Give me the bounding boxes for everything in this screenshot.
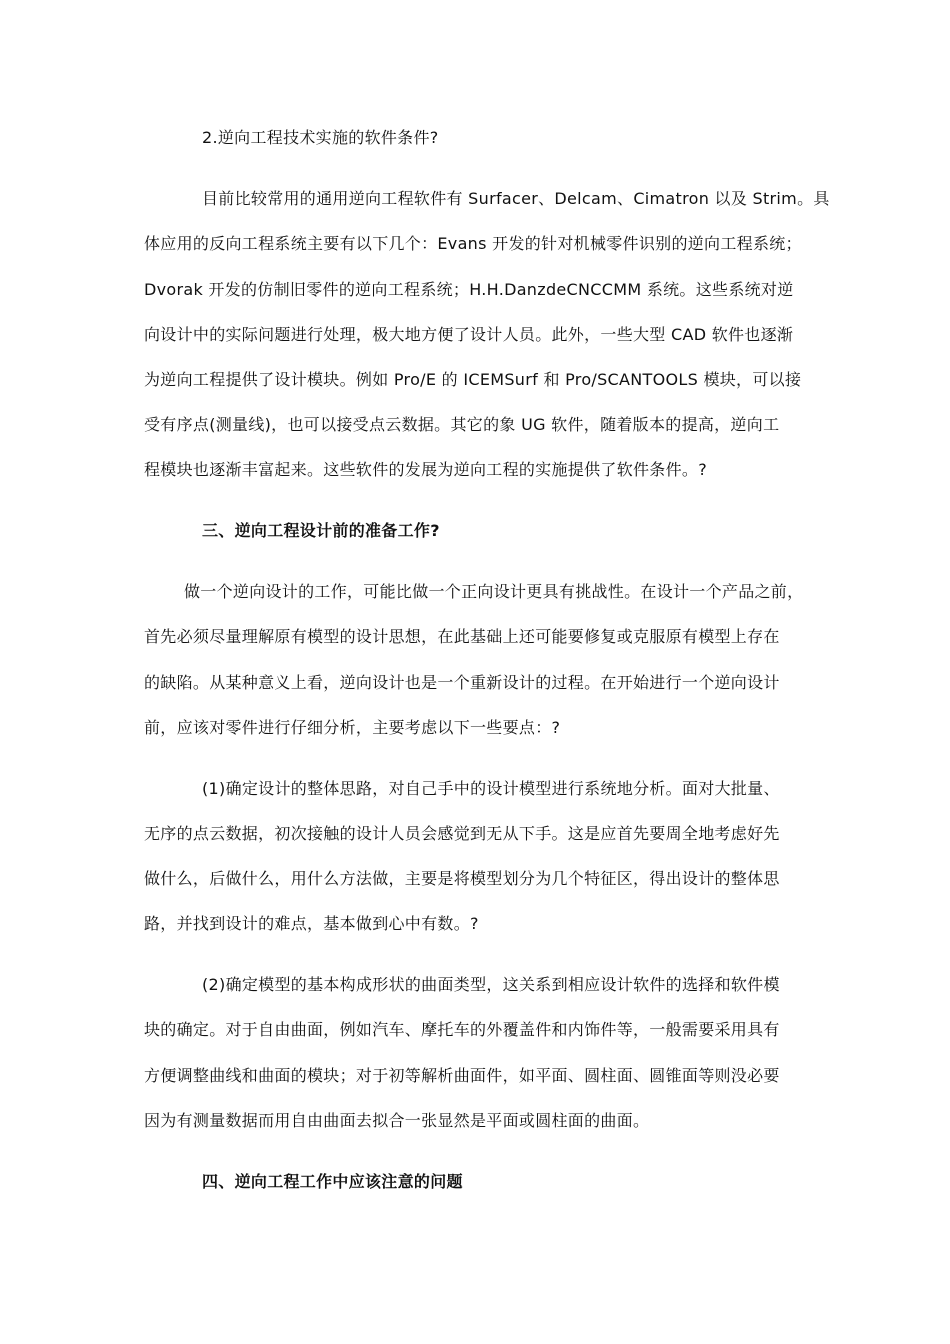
point1-line-4: 路，并找到设计的难点，基本做到心中有数。? <box>144 914 479 933</box>
point1-line-2: 无序的点云数据，初次接触的设计人员会感觉到无从下手。这是应首先要周全地考虑好先 <box>144 824 780 843</box>
section2-line-2: 体应用的反向工程系统主要有以下几个：Evans 开发的针对机械零件识别的逆向工程系统； <box>144 234 802 253</box>
section2-line-5: 为逆向工程提供了设计模块。例如 Pro/E 的 ICEMSurf 和 Pro/SCANTOOLS 模块，可以接 <box>144 370 802 389</box>
section4-title: 四、逆向工程工作中应该注意的问题 <box>202 1172 463 1191</box>
section2-line-7: 程模块也逐渐丰富起来。这些软件的发展为逆向工程的实施提供了软件条件。? <box>144 460 707 479</box>
point2-line-4: 因为有测量数据而用自由曲面去拟合一张显然是平面或圆柱面的曲面。 <box>144 1111 650 1130</box>
point2-line-2: 块的确定。对于自由曲面，例如汽车、摩托车的外覆盖件和内饰件等，一般需要采用具有 <box>144 1020 780 1039</box>
section2-line-1: 目前比较常用的通用逆向工程软件有 Surfacer、Delcam、Cimatron 以及 Strim。具 <box>202 189 830 208</box>
section3-title: 三、逆向工程设计前的准备工作? <box>202 521 440 540</box>
section2-line-6: 受有序点(测量线)，也可以接受点云数据。其它的象 UG 软件，随着版本的提高，逆向工 <box>144 415 780 434</box>
point1-line-1: (1)确定设计的整体思路，对自己手中的设计模型进行系统地分析。面对大批量、 <box>202 779 780 798</box>
section3-line-1: 做一个逆向设计的工作，可能比做一个正向设计更具有挑战性。在设计一个产品之前， <box>184 582 804 601</box>
point1-line-3: 做什么，后做什么，用什么方法做，主要是将模型划分为几个特征区，得出设计的整体思 <box>144 869 780 888</box>
point2-line-3: 方便调整曲线和曲面的模块；对于初等解析曲面件，如平面、圆柱面、圆锥面等则没必要 <box>144 1066 780 1085</box>
section2-line-4: 向设计中的实际问题进行处理，极大地方便了设计人员。此外，一些大型 CAD 软件也逐渐 <box>144 325 794 344</box>
section2-title: 2.逆向工程技术实施的软件条件? <box>202 128 439 147</box>
section3-line-2: 首先必须尽量理解原有模型的设计思想，在此基础上还可能要修复或克服原有模型上存在 <box>144 627 780 646</box>
point2-line-1: (2)确定模型的基本构成形状的曲面类型，这关系到相应设计软件的选择和软件模 <box>202 975 780 994</box>
section3-line-3: 的缺陷。从某种意义上看，逆向设计也是一个重新设计的过程。在开始进行一个逆向设计 <box>144 673 780 692</box>
section2-line-3: Dvorak 开发的仿制旧零件的逆向工程系统；H.H.DanzdeCNCCMM 系统。这些系统对逆 <box>144 280 794 299</box>
section3-line-4: 前，应该对零件进行仔细分析，主要考虑以下一些要点：? <box>144 718 561 737</box>
